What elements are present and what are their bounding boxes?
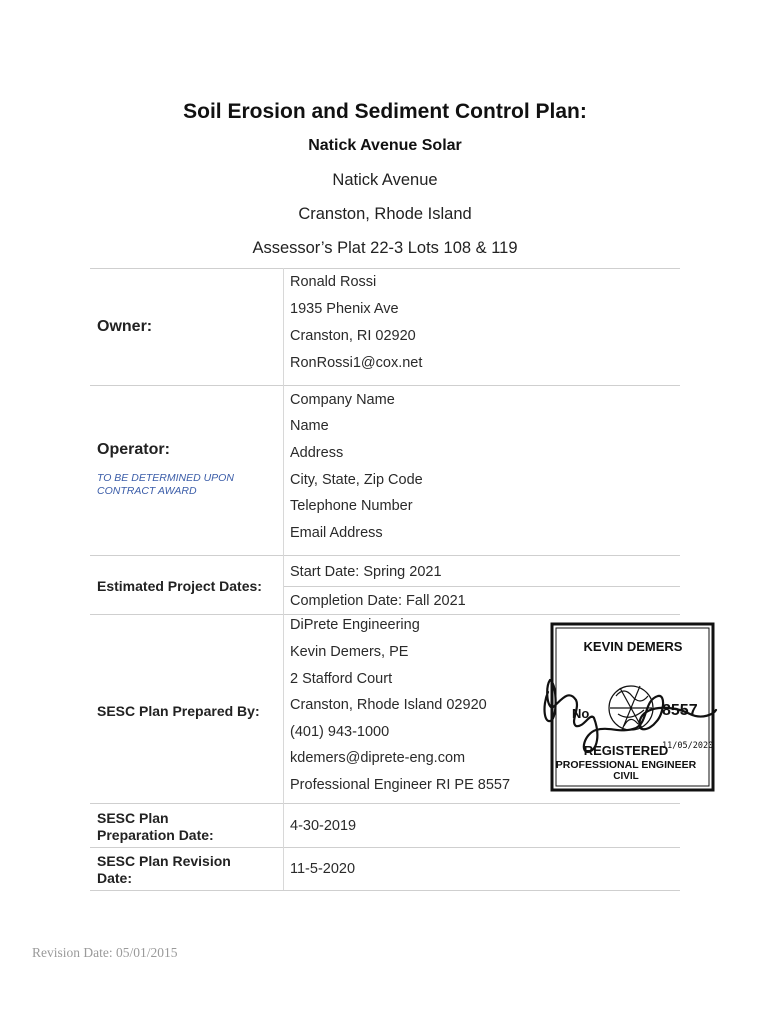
seal-title: PROFESSIONAL ENGINEER (555, 759, 697, 771)
table-rule-prepared (90, 803, 680, 804)
prepared-by-label: SESC Plan Prepared By: (97, 703, 260, 719)
preparer-company: DiPrete Engineering (290, 617, 420, 633)
owner-street: 1935 Phenix Ave (290, 301, 399, 317)
preparer-license: Professional Engineer RI PE 8557 (290, 777, 511, 793)
table-rule-top (90, 268, 680, 269)
footer-revision-date: Revision Date: 05/01/2015 (32, 945, 178, 960)
owner-city: Cranston, RI 02920 (290, 328, 416, 344)
seal-date: 11/05/2020 (662, 741, 714, 751)
prep-date-value: 4-30-2019 (290, 818, 357, 834)
operator-company: Company Name (290, 392, 395, 408)
table-rule-dates-inner (284, 586, 680, 587)
table-rule-bottom (90, 890, 680, 891)
seal-discipline: CIVIL (613, 771, 639, 782)
preparer-phone: (401) 943-1000 (290, 724, 390, 740)
project-city: Cranston, Rhode Island (298, 205, 472, 223)
seal-number: 8557 (662, 702, 698, 719)
owner-name: Ronald Rossi (290, 274, 377, 290)
table-rule-operator (90, 555, 680, 556)
preparer-email: kdemers@diprete-eng.com (290, 750, 466, 766)
seal-engineer-name: KEVIN DEMERS (583, 639, 683, 654)
operator-note: TO BE DETERMINED UPON CONTRACT AWARD (97, 472, 234, 497)
assessors-plat: Assessor’s Plat 22-3 Lots 108 & 119 (252, 239, 518, 257)
completion-date: Completion Date: Fall 2021 (290, 593, 466, 609)
operator-address: Address (290, 445, 344, 461)
table-rule-owner (90, 385, 680, 386)
project-dates-label: Estimated Project Dates: (97, 578, 262, 594)
preparer-name: Kevin Demers, PE (290, 644, 409, 660)
document-title: Soil Erosion and Sediment Control Plan: (183, 100, 587, 123)
operator-phone: Telephone Number (290, 498, 413, 514)
operator-city: City, State, Zip Code (290, 472, 423, 488)
preparer-city: Cranston, Rhode Island 02920 (290, 697, 487, 713)
revision-date-value: 11-5-2020 (290, 861, 356, 877)
operator-name: Name (290, 418, 329, 434)
revision-date-label: SESC Plan Revision Date: (97, 853, 231, 886)
operator-email: Email Address (290, 525, 383, 541)
operator-label: Operator: (97, 441, 170, 458)
start-date: Start Date: Spring 2021 (290, 564, 442, 580)
seal-registered: REGISTERED (583, 743, 669, 758)
seal-number-label: No. (572, 706, 593, 721)
table-rule-dates (90, 614, 680, 615)
project-street: Natick Avenue (332, 171, 438, 189)
prep-date-label: SESC Plan Preparation Date: (97, 810, 214, 843)
project-name: Natick Avenue Solar (308, 137, 462, 154)
owner-email: RonRossi1@cox.net (290, 355, 423, 371)
owner-label: Owner: (97, 318, 153, 335)
engineer-seal (540, 622, 720, 794)
table-column-divider (283, 268, 284, 890)
preparer-street: 2 Stafford Court (290, 671, 393, 687)
table-rule-prep-date (90, 847, 680, 848)
